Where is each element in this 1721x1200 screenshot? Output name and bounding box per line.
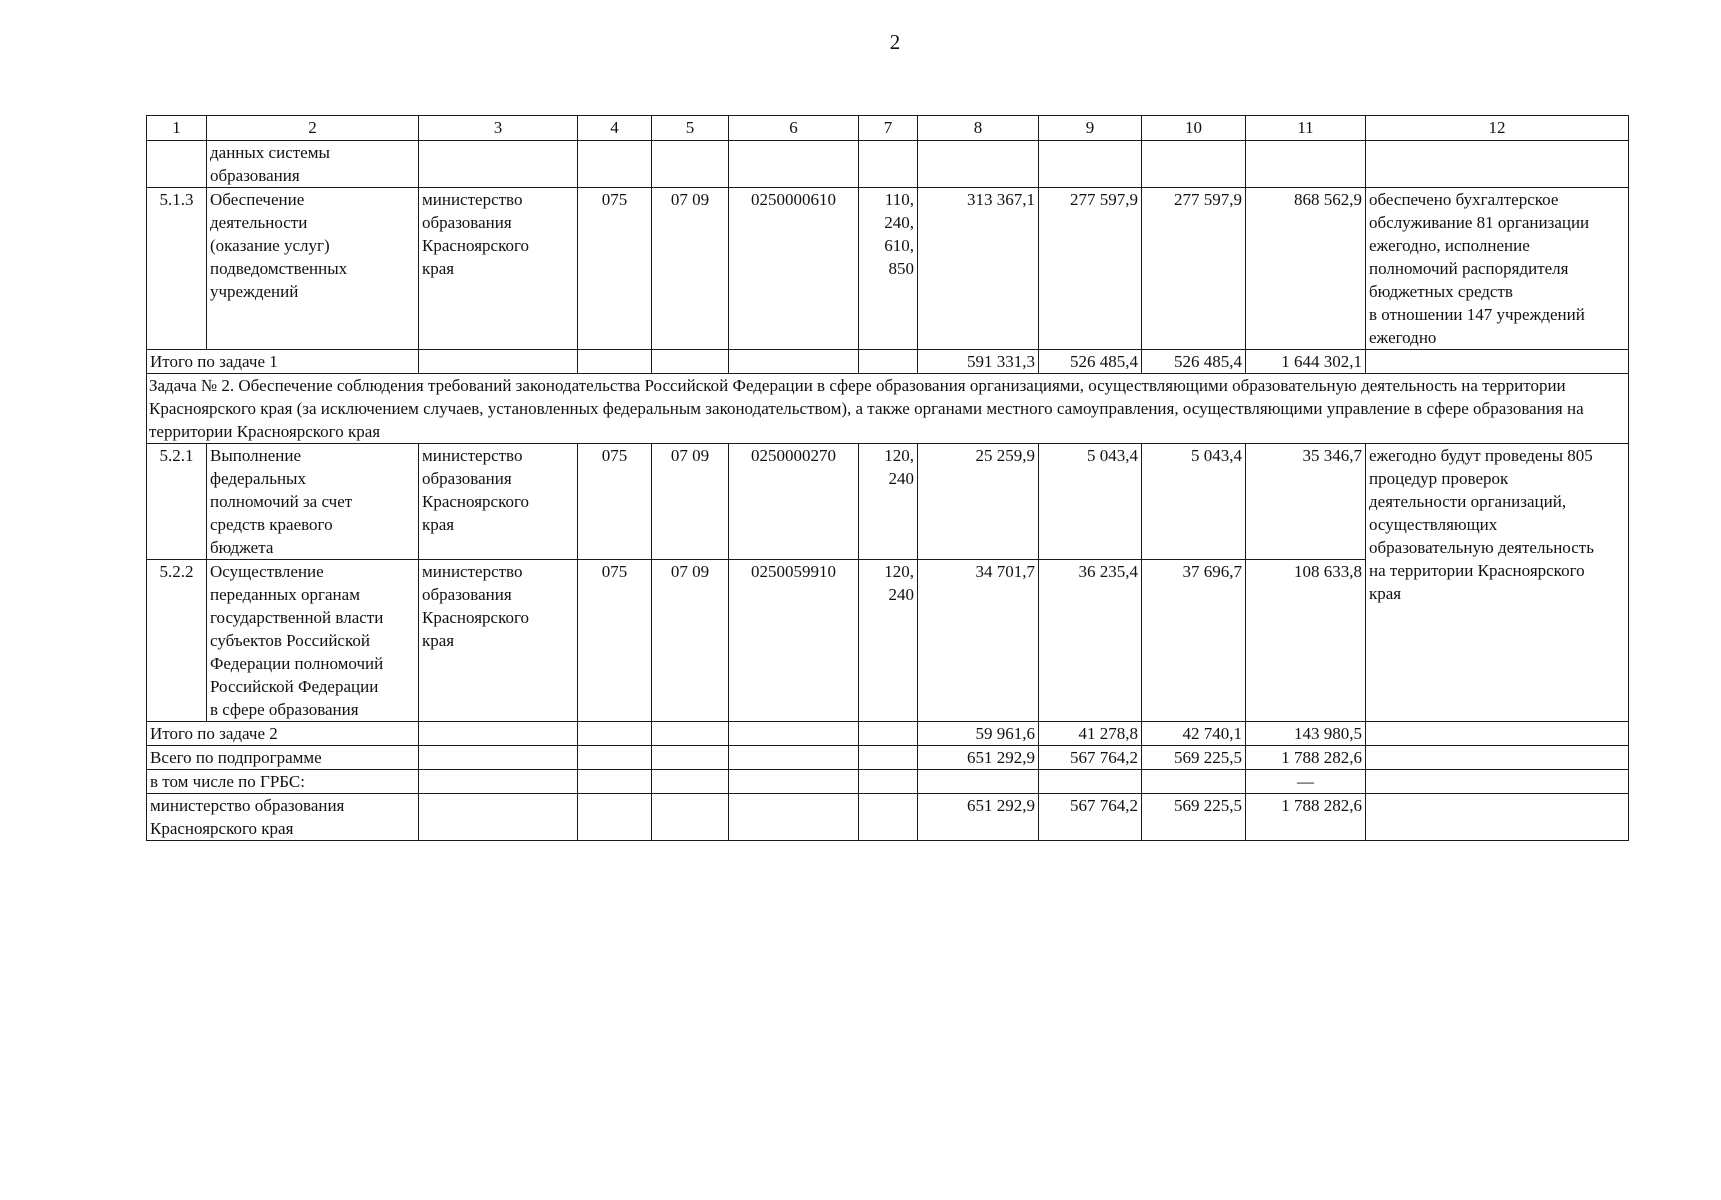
total-label: Итого по задаче 2	[147, 722, 419, 746]
column-number: 9	[1039, 116, 1142, 141]
section-code: 07 09	[652, 444, 729, 560]
grbs-code: 075	[578, 444, 652, 560]
amount-col-10: 569 225,5	[1142, 794, 1246, 841]
amount-col-9: 526 485,4	[1039, 350, 1142, 374]
activity-name: Выполнение федеральных полномочий за счет средств краевого бюджета	[207, 444, 419, 560]
table-row-ministry	[147, 794, 1629, 841]
target-code: 0250000270	[729, 444, 859, 560]
expected-result: обеспечено бухгалтерское обслуживание 81 организации ежегодно, исполнение полномочий распорядителя бюджетных средств в отношении 147 учреждений ежегодно	[1366, 188, 1629, 350]
table-row-total-task-2	[147, 722, 1629, 746]
row-number: 5.2.2	[147, 560, 207, 722]
grbs-name: министерство образования Красноярского края	[419, 560, 578, 722]
column-number: 12	[1366, 116, 1629, 141]
column-number: 7	[859, 116, 918, 141]
table-row-total-subprogram	[147, 746, 1629, 770]
page-number: 2	[889, 30, 901, 54]
amount-col-8: 25 259,9	[918, 444, 1039, 560]
amount-col-11: 1 644 302,1	[1246, 350, 1366, 374]
amount-col-10: 5 043,4	[1142, 444, 1246, 560]
activity-name: Обеспечение деятельности (оказание услуг) подведомственных учреждений	[207, 188, 419, 350]
total-label: Всего по подпрограмме	[147, 746, 419, 770]
activity-name: данных системы образования	[207, 141, 419, 188]
amount-col-9: 36 235,4	[1039, 560, 1142, 722]
row-number: 5.2.1	[147, 444, 207, 560]
target-code: 0250059910	[729, 560, 859, 722]
row-number: 5.1.3	[147, 188, 207, 350]
task-2-title: Задача № 2. Обеспечение соблюдения требований законодательства Российской Федерации в сфере образования организациями, осуществляющими образовательную деятельность на территории Красноярского края (за исключением случаев, установленных федеральным законодательством), а также органами местного самоуправления, осуществляющими управление в сфере образования на территории Красноярского края	[147, 374, 1629, 444]
amount-col-11: 1 788 282,6	[1246, 794, 1366, 841]
amount-col-9: 567 764,2	[1039, 794, 1142, 841]
amount-col-9: 41 278,8	[1039, 722, 1142, 746]
ministry-label: министерство образования Красноярского края	[147, 794, 419, 841]
column-number: 3	[419, 116, 578, 141]
amount-col-8: 651 292,9	[918, 794, 1039, 841]
table-row-continuation	[147, 141, 1629, 188]
budget-table	[146, 115, 1629, 841]
amount-col-9: 567 764,2	[1039, 746, 1142, 770]
amount-col-8: 313 367,1	[918, 188, 1039, 350]
expense-type: 120, 240	[859, 560, 918, 722]
amount-col-10: 526 485,4	[1142, 350, 1246, 374]
expense-type: 120, 240	[859, 444, 918, 560]
grbs-code: 075	[578, 188, 652, 350]
table-row-total-task-1	[147, 350, 1629, 374]
expense-type: 110, 240, 610, 850	[859, 188, 918, 350]
column-number: 5	[652, 116, 729, 141]
table-row-5-1-3	[147, 188, 1629, 350]
section-code: 07 09	[652, 560, 729, 722]
grbs-label: в том числе по ГРБС:	[147, 770, 419, 794]
amount-col-10: 42 740,1	[1142, 722, 1246, 746]
table-row-grbs	[147, 770, 1629, 794]
expected-result: ежегодно будут проведены 805 процедур проверок деятельности организаций, осуществляющих образовательную деятельность на территории Красноярского края	[1366, 444, 1629, 722]
amount-col-9: 5 043,4	[1039, 444, 1142, 560]
table-row-task-2-heading	[147, 374, 1629, 444]
grbs-name: министерство образования Красноярского края	[419, 444, 578, 560]
amount-col-8: 59 961,6	[918, 722, 1039, 746]
amount-col-8: 34 701,7	[918, 560, 1039, 722]
amount-col-11: 868 562,9	[1246, 188, 1366, 350]
amount-col-11: 143 980,5	[1246, 722, 1366, 746]
activity-name: Осуществление переданных органам государственной власти субъектов Российской Федерации полномочий Российской Федерации в сфере образования	[207, 560, 419, 722]
amount-col-8: 591 331,3	[918, 350, 1039, 374]
amount-col-10: 37 696,7	[1142, 560, 1246, 722]
column-number: 4	[578, 116, 652, 141]
total-label: Итого по задаче 1	[147, 350, 419, 374]
column-number: 1	[147, 116, 207, 141]
column-number: 6	[729, 116, 859, 141]
column-number: 10	[1142, 116, 1246, 141]
amount-col-11: 35 346,7	[1246, 444, 1366, 560]
amount-col-8: 651 292,9	[918, 746, 1039, 770]
table-row-5-2-1	[147, 444, 1629, 560]
section-code: 07 09	[652, 188, 729, 350]
dash-mark: —	[1246, 770, 1366, 794]
grbs-code: 075	[578, 560, 652, 722]
grbs-name: министерство образования Красноярского края	[419, 188, 578, 350]
amount-col-11: 1 788 282,6	[1246, 746, 1366, 770]
column-number: 11	[1246, 116, 1366, 141]
amount-col-10: 277 597,9	[1142, 188, 1246, 350]
amount-col-9: 277 597,9	[1039, 188, 1142, 350]
amount-col-11: 108 633,8	[1246, 560, 1366, 722]
amount-col-10: 569 225,5	[1142, 746, 1246, 770]
column-number-row	[147, 116, 1629, 141]
column-number: 2	[207, 116, 419, 141]
target-code: 0250000610	[729, 188, 859, 350]
column-number: 8	[918, 116, 1039, 141]
